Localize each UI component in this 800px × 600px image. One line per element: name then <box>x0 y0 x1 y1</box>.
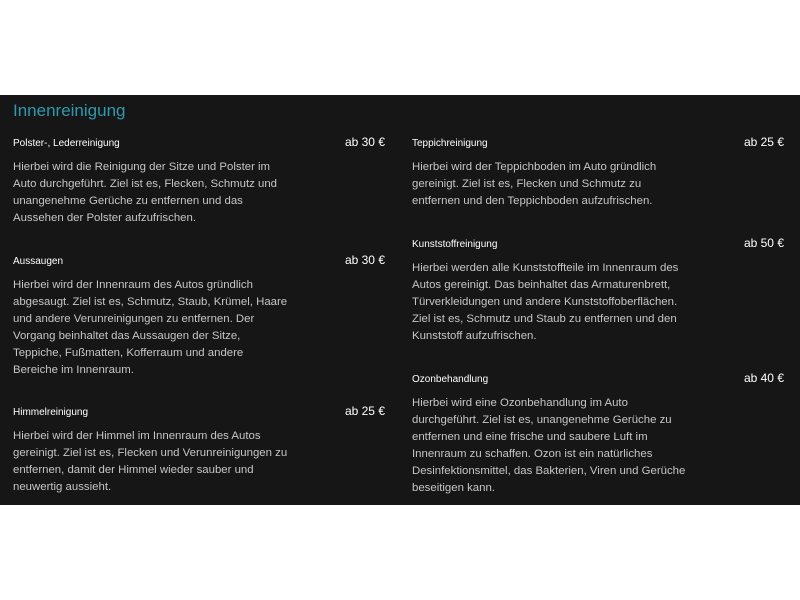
service-description: Hierbei wird der Teppichboden im Auto gründlich gereinigt. Ziel ist es, Flecken und Schmutz zu entfernen und den Teppichboden aufzufrischen. <box>412 161 657 207</box>
interior-cleaning-section <box>0 95 800 505</box>
service-price: ab 25 € <box>743 135 784 149</box>
service-header <box>412 371 784 389</box>
service-price: ab 30 € <box>344 253 385 267</box>
service-price: ab 25 € <box>344 404 385 418</box>
service-header <box>13 253 385 271</box>
service-item-teppichreinigung <box>412 135 784 210</box>
service-description: Hierbei wird eine Ozonbehandlung im Auto durchgeführt. Ziel ist es, unangenehme Gerüche zu entfernen und eine frische und saubere Luft im Innenraum zu schaffen. Ozon ist ein natürliches Desinfektionsmittel, das Bakterien, Viren und Gerüche beseitigen kann. <box>412 397 686 494</box>
section-title: Innenreinigung <box>13 101 126 120</box>
service-description: Hierbei wird der Innenraum des Autos gründlich abgesaugt. Ziel ist es, Schmutz, Staub, Krümel, Haare und andere Verunreinigungen zu entfernen. Der Vorgang beinhaltet das Aussaugen der Sitze, Teppiche, Fußmatten, Kofferraum und andere Bereiche im Innenraum. <box>13 279 288 376</box>
service-item-aussaugen <box>13 253 385 379</box>
service-item-himmelreinigung <box>13 404 385 496</box>
service-name: Polster-, Lederreinigung <box>13 138 120 149</box>
service-price: ab 30 € <box>344 135 385 149</box>
service-header <box>13 404 385 422</box>
service-price: ab 40 € <box>743 371 784 385</box>
service-description: Hierbei wird die Reinigung der Sitze und Polster im Auto durchgeführt. Ziel ist es, Flecken, Schmutz und unangenehme Gerüche zu entfernen und das Aussehen der Polster aufzufrischen. <box>13 161 278 224</box>
service-description: Hierbei wird der Himmel im Innenraum des Autos gereinigt. Ziel ist es, Flecken und Verunreinigungen zu entfernen, damit der Himmel wieder sauber und neuwertig aussieht. <box>13 430 288 493</box>
service-header <box>412 236 784 254</box>
service-item-ozonbehandlung <box>412 371 784 497</box>
service-name: Aussaugen <box>13 256 64 267</box>
service-item-kunststoffreinigung <box>412 236 784 345</box>
service-name: Himmelreinigung <box>13 407 89 418</box>
service-item-polster-lederreinigung <box>13 135 385 227</box>
service-header <box>13 135 385 153</box>
service-name: Teppichreinigung <box>412 138 488 149</box>
service-name: Kunststoffreinigung <box>412 239 498 250</box>
service-header <box>412 135 784 153</box>
service-description: Hierbei werden alle Kunststoffteile im Innenraum des Autos gereinigt. Das beinhaltet das Armaturenbrett, Türverkleidungen und andere Kunststoffoberflächen. Ziel ist es, Schmutz und Staub zu entfernen und den Kunststoff aufzufrischen. <box>412 262 679 342</box>
service-name: Ozonbehandlung <box>412 374 489 385</box>
service-price: ab 50 € <box>743 236 784 250</box>
